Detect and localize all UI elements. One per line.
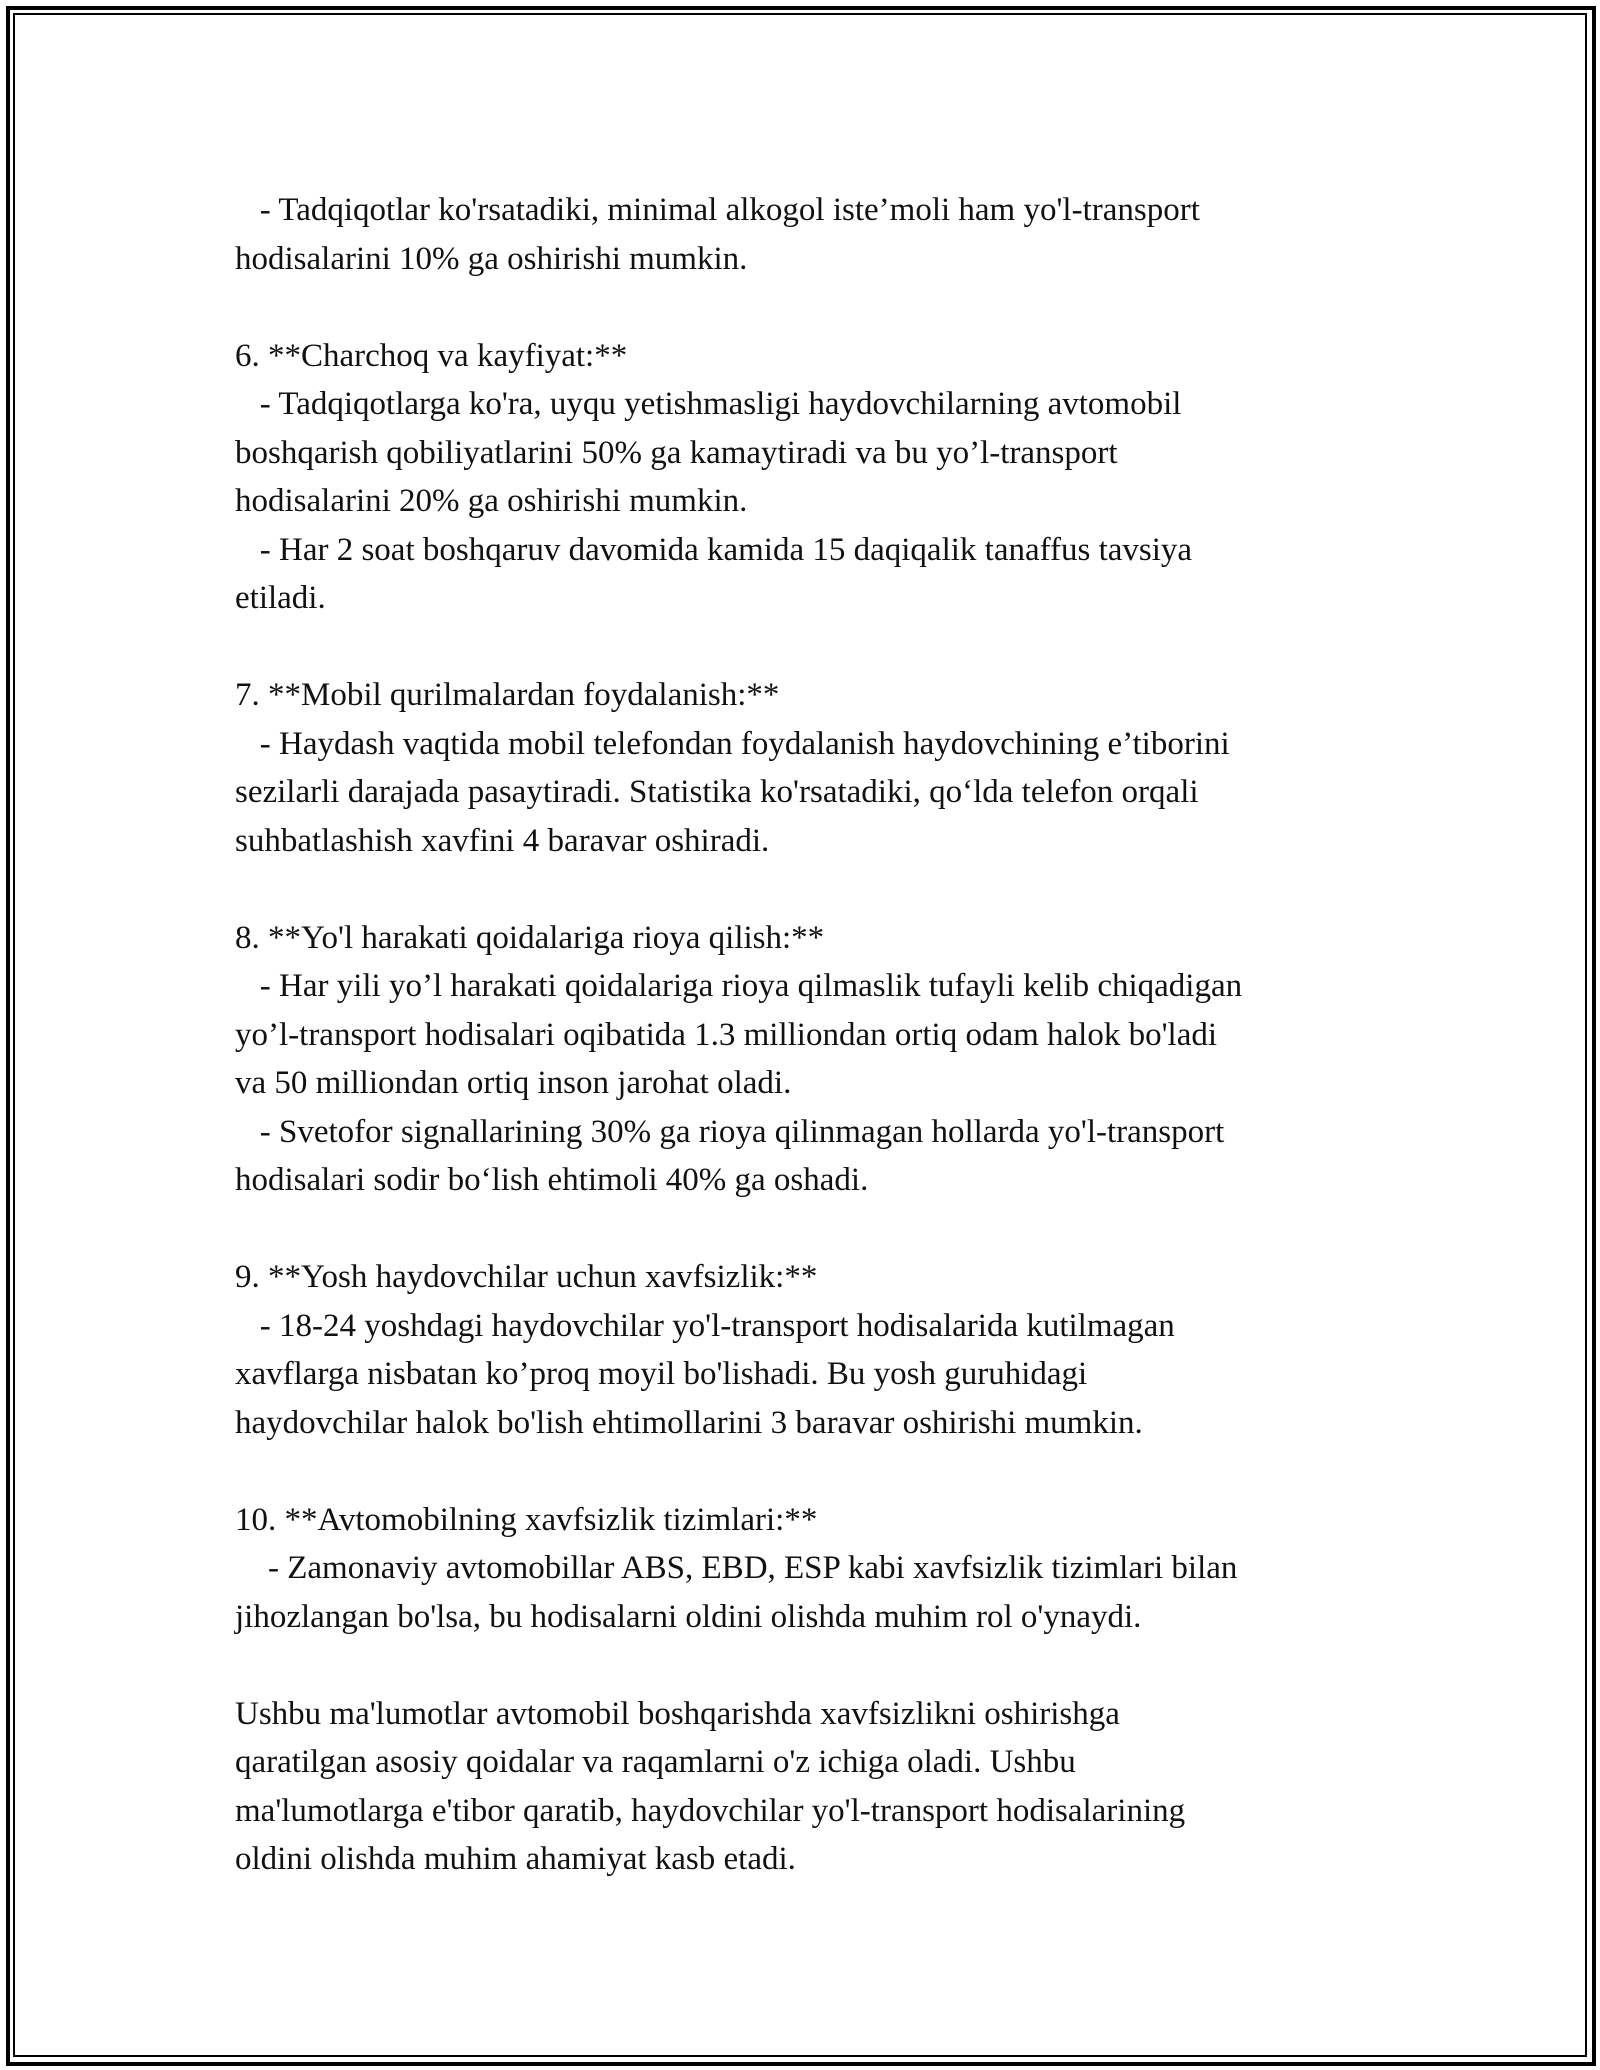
section-young-drivers xyxy=(235,1253,1395,1447)
text-line: jihozlangan bo'lsa, bu hodisalarni oldini olishda muhim rol o'ynaydi. xyxy=(235,1598,1142,1635)
text-line: oldini olishda muhim ahamiyat kasb etadi. xyxy=(235,1841,796,1877)
text-line: va 50 milliondan ortiq inson jarohat oladi. xyxy=(235,1065,792,1101)
text-line: hodisalari sodir bo‘lish ehtimoli 40% ga oshadi. xyxy=(235,1162,869,1198)
section-traffic-rules xyxy=(235,914,1395,1205)
section-safety-systems xyxy=(235,1496,1395,1642)
text-line: - Svetofor signallarining 30% ga rioya qilinmagan hollarda yo'l-transport xyxy=(235,1113,1225,1150)
text-line: etiladi. xyxy=(235,580,326,616)
section-mobile-devices xyxy=(235,671,1395,865)
text-line: - Zamonaviy avtomobillar ABS, EBD, ESP kabi xavfsizlik tizimlari bilan xyxy=(235,1550,1238,1586)
section-heading: 7. **Mobil qurilmalardan foydalanish:** xyxy=(235,677,780,713)
text-line: sezilarli darajada pasaytiradi. Statistika ko'rsatadiki, qo‘lda telefon orqali xyxy=(235,774,1199,810)
section-heading: 6. **Charchoq va kayfiyat:** xyxy=(235,337,628,374)
section-heading: 10. **Avtomobilning xavfsizlik tizimlari:** xyxy=(235,1501,818,1538)
section-fatigue xyxy=(235,332,1395,623)
document-body xyxy=(235,186,1395,1884)
text-line: xavflarga nisbatan ko’proq moyil bo'lishadi. Bu yosh guruhidagi xyxy=(235,1356,1088,1392)
text-line: suhbatlashish xavfini 4 baravar oshiradi. xyxy=(235,822,770,859)
text-line: boshqarish qobiliyatlarini 50% ga kamaytiradi va bu yo’l-transport xyxy=(235,434,1118,471)
text-line: - Haydash vaqtida mobil telefondan foydalanish haydovchining e’tiborini xyxy=(235,725,1230,762)
text-line: yo’l-transport hodisalari oqibatida 1.3 milliondan ortiq odam halok bo'ladi xyxy=(235,1016,1218,1053)
text-line: haydovchilar halok bo'lish ehtimollarini 3 baravar oshirishi mumkin. xyxy=(235,1404,1143,1441)
section-heading: 9. **Yosh haydovchilar uchun xavfsizlik:** xyxy=(235,1259,818,1295)
paragraph-gap xyxy=(235,1641,1395,1690)
paragraph-gap xyxy=(235,1205,1395,1254)
paragraph-gap xyxy=(235,865,1395,914)
text-line: - Tadqiqotlar ko'rsatadiki, minimal alkogol iste’moli ham yo'l-transport xyxy=(235,192,1200,228)
paragraph-gap xyxy=(235,1447,1395,1496)
text-line: Ushbu ma'lumotlar avtomobil boshqarishda xavfsizlikni oshirishga xyxy=(235,1695,1120,1732)
text-line: - 18-24 yoshdagi haydovchilar yo'l-transport hodisalarida kutilmagan xyxy=(235,1307,1175,1344)
text-line: hodisalarini 10% ga oshirishi mumkin. xyxy=(235,240,748,277)
paragraph-gap xyxy=(235,623,1395,672)
text-line: ma'lumotlarga e'tibor qaratib, haydovchilar yo'l-transport hodisalarining xyxy=(235,1792,1186,1829)
text-line: - Har yili yo’l harakati qoidalariga rioya qilmaslik tufayli kelib chiqadigan xyxy=(235,968,1243,1004)
section-heading: 8. **Yo'l harakati qoidalariga rioya qilish:** xyxy=(235,919,825,956)
conclusion-paragraph xyxy=(235,1690,1395,1884)
paragraph-gap xyxy=(235,283,1395,332)
text-line: - Tadqiqotlarga ko'ra, uyqu yetishmasligi haydovchilarning avtomobil xyxy=(235,386,1182,422)
text-line: qaratilgan asosiy qoidalar va raqamlarni o'z ichiga oladi. Ushbu xyxy=(235,1744,1076,1780)
text-line: - Har 2 soat boshqaruv davomida kamida 15 daqiqalik tanaffus tavsiya xyxy=(235,531,1193,568)
text-line: hodisalarini 20% ga oshirishi mumkin. xyxy=(235,483,748,519)
paragraph-alcohol-continuation xyxy=(235,186,1395,283)
